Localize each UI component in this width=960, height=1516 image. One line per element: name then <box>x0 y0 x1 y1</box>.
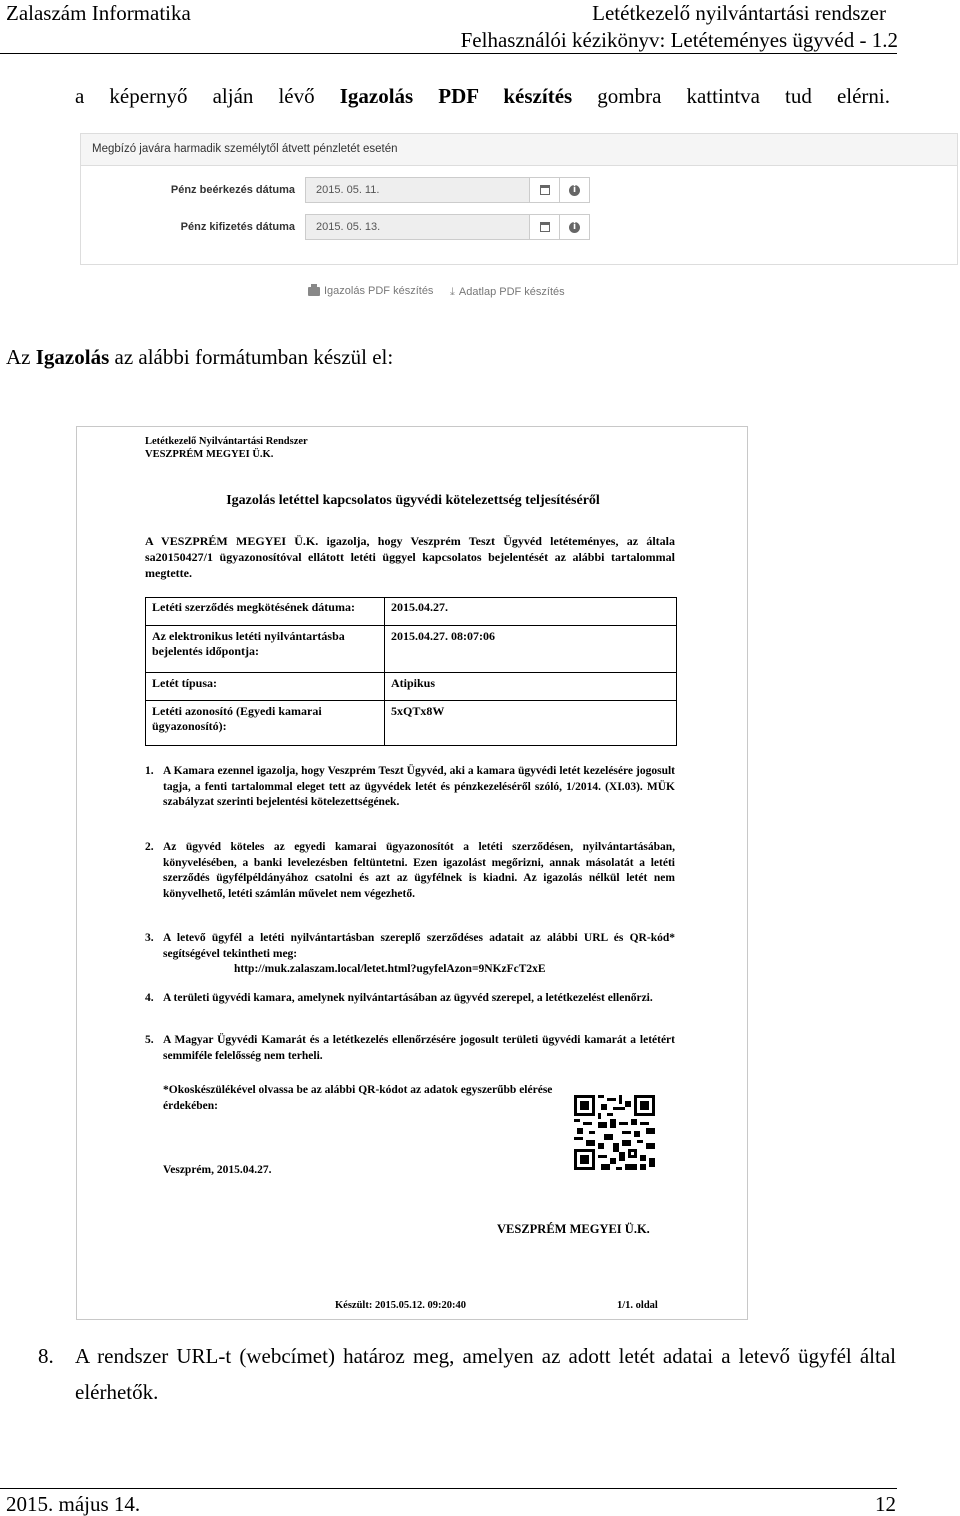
cert-item-2: 2. Az ügyvéd köteles az egyedi kamarai ügyazonosítót a letéti szerződésen, nyilvántartásában, könyvelésében, a banki levelezésben feltüntetni. Ezen igazolást megőrizni, annak másolatát a letéti szerződés ügyfélpéldányához csatolni és azt az ügyfélnek is kiadni. Az igazolás nélkül letét nem könyvelhető, letéti számlán művelet nem végezhető. <box>145 841 675 900</box>
header-system-name: Letétkezelő nyilvántartási rendszer <box>592 1 886 25</box>
print-icon <box>308 287 320 296</box>
cert-place-date: Veszprém, 2015.04.27. <box>163 1164 272 1176</box>
cert-item-3: 3. A letevő ügyfél a letéti nyilvántartásban szereplő szerződéses adatait az alábbi URL és QR-kód* segítségével tekintheti meg: <box>145 932 675 960</box>
step-number: 8. <box>38 1344 54 1368</box>
cert-created: Készült: 2015.05.12. 09:20:40 <box>335 1300 466 1311</box>
step-text: A rendszer URL-t (webcímet) határoz meg, amelyen az adott letét adatai a letevő ügyfél által elérhetők. <box>75 1344 896 1404</box>
header-divider <box>0 53 897 54</box>
receipt-date-input[interactable]: 2015. 05. 11. <box>305 177 530 203</box>
cert-item-4: 4. A területi ügyvédi kamara, amelynek nyilvántartásában az ügyvéd szerepel, a letétkezelést ellenőrzi. <box>145 992 653 1004</box>
payout-date-label: Pénz kifizetés dátuma <box>180 221 295 233</box>
receipt-date-calendar-button[interactable] <box>529 177 560 203</box>
table-divider <box>384 598 385 745</box>
table-value: 2015.04.27. <box>391 600 448 614</box>
cert-org-line2: VESZPRÉM MEGYEI Ü.K. <box>145 449 274 460</box>
certificate-document <box>76 426 748 1320</box>
payout-date-info-button[interactable] <box>559 214 590 240</box>
datasheet-pdf-button[interactable] <box>450 285 565 299</box>
step-8-paragraph <box>38 1338 896 1410</box>
cert-item-5: 5. A Magyar Ügyvédi Kamarát és a letétkezelés ellenőrzésére jogosult területi ügyvédi kamarát a letétért semmiféle felelősség nem terheli. <box>145 1034 675 1062</box>
header-manual-title: Felhasználói kézikönyv: Letéteményes ügyvéd - 1.2 <box>460 28 898 52</box>
footer-date: 2015. május 14. <box>6 1492 141 1516</box>
format-paragraph: Az Igazolás az alábbi formátumban készül el: <box>6 345 394 369</box>
table-value: 5xQTx8W <box>391 704 445 718</box>
intro-paragraph: a képernyő alján lévő Igazolás PDF készítés gombra kattintva tud elérni. <box>75 84 890 108</box>
payout-date-input[interactable]: 2015. 05. 13. <box>305 214 530 240</box>
cert-item-1: 1. A Kamara ezennel igazolja, hogy Veszprém Teszt Ügyvéd, aki a kamara ügyvédi letét kezelésére jogosult tagja, a fenti tartalommal eleget tett az ügyvédek letét és pénzkezeléséről szóló, 1/2014. (XI.03). MÜK szabályzat szerinti bejelentési kötelezettségének. <box>145 765 675 808</box>
table-label: Letéti azonosító (Egyedi kamarai ügyazonosító): <box>152 704 322 733</box>
cert-signature: VESZPRÉM MEGYEI Ü.K. <box>497 1222 650 1236</box>
payout-date-calendar-button[interactable] <box>529 214 560 240</box>
footer-page-number: 12 <box>875 1492 896 1516</box>
panel-header <box>81 134 957 166</box>
calendar-icon <box>540 185 550 195</box>
cert-url: http://muk.zalaszam.local/letet.html?ugyfelAzon=9NKzFcT2xE <box>234 963 546 975</box>
datasheet-pdf-label: Adatlap PDF készítés <box>458 286 565 298</box>
footer-divider <box>0 1488 897 1489</box>
table-value: 2015.04.27. 08:07:06 <box>391 629 495 643</box>
calendar-icon <box>540 222 550 232</box>
table-label: Letéti szerződés megkötésének dátuma: <box>152 600 355 614</box>
panel-title: Megbízó javára harmadik személytől átvett pénzletét esetén <box>92 143 398 155</box>
table-label: Letét típusa: <box>152 676 217 690</box>
table-value: Atipikus <box>391 676 436 690</box>
cert-title: Igazolás letéttel kapcsolatos ügyvédi kötelezettség teljesítéséről <box>226 493 600 508</box>
cert-page: 1/1. oldal <box>617 1300 658 1311</box>
certificate-pdf-label: Igazolás PDF készítés <box>324 285 434 297</box>
cert-qr-note: *Okoskészülékével olvassa be az alábbi QR-kódot az adatok egyszerűbb elérése érdekében: <box>163 1084 553 1112</box>
qr-code-icon <box>574 1095 655 1170</box>
header-company: Zalaszám Informatika <box>6 1 191 25</box>
receipt-date-label: Pénz beérkezés dátuma <box>170 184 295 196</box>
cert-intro: A VESZPRÉM MEGYEI Ü.K. igazolja, hogy Veszprém Teszt Ügyvéd letéteményes, az általa sa20150427/1 ügyazonosítóval ellátott letéti üggyel kapcsolatos bejelentését az alábbi tartalommal megtette. <box>145 534 675 580</box>
deposit-panel <box>80 133 958 265</box>
receipt-date-info-button[interactable] <box>559 177 590 203</box>
table-label: Az elektronikus letéti nyilvántartásba bejelentés időpontja: <box>152 629 345 658</box>
info-icon: i <box>569 222 580 233</box>
certificate-pdf-button[interactable] <box>308 285 433 297</box>
info-icon: i <box>569 185 580 196</box>
cert-org-line1: Letétkezelő Nyilvántartási Rendszer <box>145 436 308 447</box>
cert-table <box>145 597 677 746</box>
download-icon: ⤓ <box>450 285 455 298</box>
